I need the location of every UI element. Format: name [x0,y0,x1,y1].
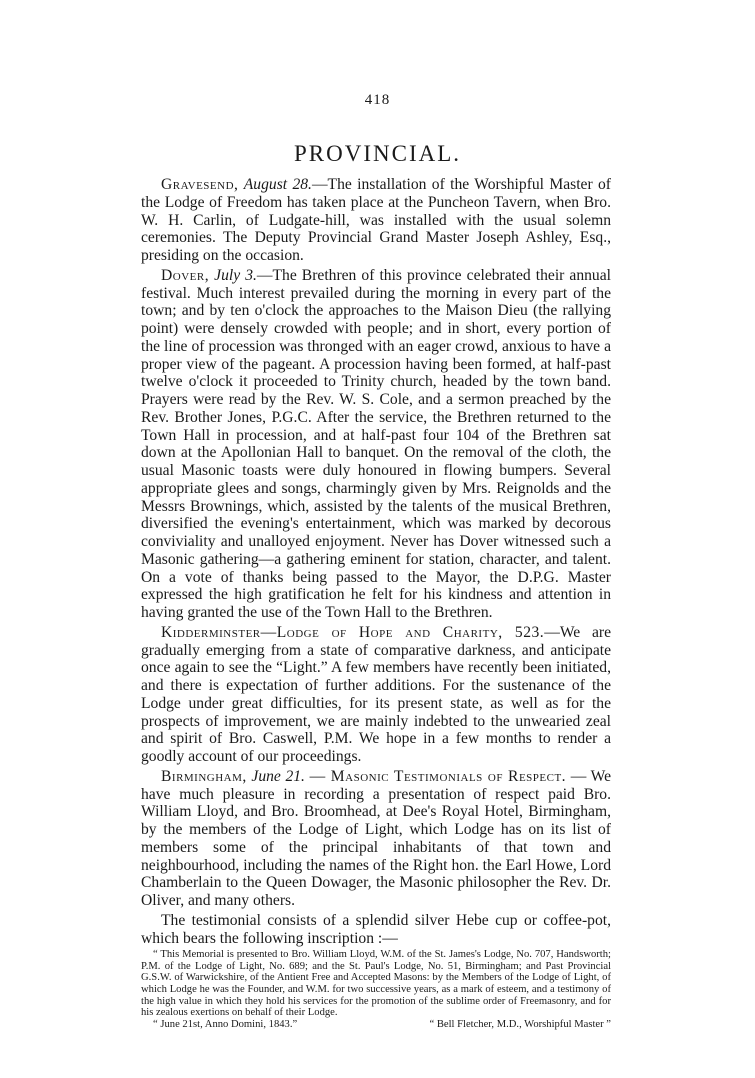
page-number: 418 [364,92,391,108]
inscription-signature: “ Bell Fletcher, M.D., Worshipful Master ” [429,1018,611,1030]
inscription-signoff [141,1019,611,1031]
subheading: — Masonic Testimonials of Respect. [309,767,567,785]
place-name: Birmingham, [161,767,247,785]
paragraph-text: The testimonial consists of a splendid silver Hebe cup or coffee-pot, which bears the following inscription :— [141,911,611,947]
place-name: Gravesend, [161,176,239,193]
date: August 28. [243,176,312,193]
paragraph-text: —The installation of the Worshipful Master of the Lodge of Freedom has taken place at the Puncheon Tavern, when Bro. W. H. Carlin, of Ludgate-hill, was installed with the usual solemn ceremonies. The Deputy Provincial Grand Master Joseph Ashley, Esq., presiding on the occasion. [141,176,611,264]
paragraph-birmingham [141,768,611,910]
inscription-block [141,949,611,1030]
inscription-date: “ June 21st, Anno Domini, 1843.” [153,1018,298,1030]
paragraph-dover [141,267,611,622]
paragraph-text: —We are gradually emerging from a state of comparative darkness, and anticipate once again to see the “Light.” A few members have recently been initiated, and there is expectation of further additions. For the sustenance of the Lodge under great difficulties, for its present state, as well as for the prospects of improvement, we are mainly indebted to the unwearied zeal and spirit of Bro. Caswell, P.M. We hope in a few months to render a goodly account of our proceedings. [141,623,612,765]
section-heading: PROVINCIAL. [293,141,462,166]
inscription-text: “ This Memorial is presented to Bro. William Lloyd, W.M. of the St. James's Lodge, No. 707, Handsworth; P.M. of the Lodge of Light, No. 689; and the St. Paul's Lodge, No. 51, Birmingham; and Past Provincial G.S.W. of Warwickshire, of the Antient Free and Accepted Masons: by the Members of the Lodge of Light, of which Lodge he was the Founder, and W.M. for two successive years, as a mark of esteem, and a testimony of the high value in which they hold his services for the promotion of the sublime order of Freemasonry, and for his zealous exertions on behalf of their Lodge. [141,949,611,1019]
paragraph-testimonial [141,912,611,948]
paragraph-kidderminster [141,624,611,766]
paragraph-gravesend [141,176,611,265]
paragraph-text: —The Brethren of this province celebrated their annual festival. Much interest prevailed during the morning in every part of the town; and by ten o'clock the approaches to the Maison Dieu (the rallying point) were densely crowded with people; and in short, every portion of the line of procession was thronged with an eager crowd, anxious to have a proper view of the pageant. A procession having been formed, at half-past twelve o'clock it proceeded to Trinity church, headed by the town band. Prayers were read by the Rev. W. S. Cole, and a sermon preached by the Rev. Brother Jones, P.G.C. After the service, the Brethren returned to the Town Hall in procession, and at half-past four 104 of the Brethren sat down at the Apollonian Hall to banquet. On the removal of the cloth, the usual Masonic toasts were duly honoured in flowing bumpers. Several appropriate glees and songs, charmingly given by Mrs. Reignolds and the Messrs Brownings, which, assisted by the talents of the musical Brethren, diversified the evening's entertainment, which was marked by decorous conviviality and unalloyed enjoyment. Never has Dover witnessed such a Masonic gathering—a gathering eminent for station, character, and talent. On a vote of thanks being passed to the Mayor, the D.P.G. Master expressed the high gratification he felt for his kindness and attention in having granted the use of the Town Hall to the Brethren. [141,266,611,621]
article-body [141,176,611,1030]
place-name: Dover, [161,266,210,284]
paragraph-text: — We have much pleasure in recording a presentation of respect paid Bro. William Lloyd, and Bro. Broomhead, at Dee's Royal Hotel, Birmingham, by the members of the Lodge of Light, which Lodge has on its list of members some of the principal inhabitants of that town and neighbourhood, including the names of the Right hon. the Earl Howe, Lord Chamberlain to the Queen Dowager, the Masonic philosopher the Rev. Dr. Oliver, and many others. [141,767,612,909]
place-name: Kidderminster—Lodge of Hope and Charity, 523. [161,623,545,641]
date: July 3. [214,266,257,284]
date: June 21. [251,767,305,785]
